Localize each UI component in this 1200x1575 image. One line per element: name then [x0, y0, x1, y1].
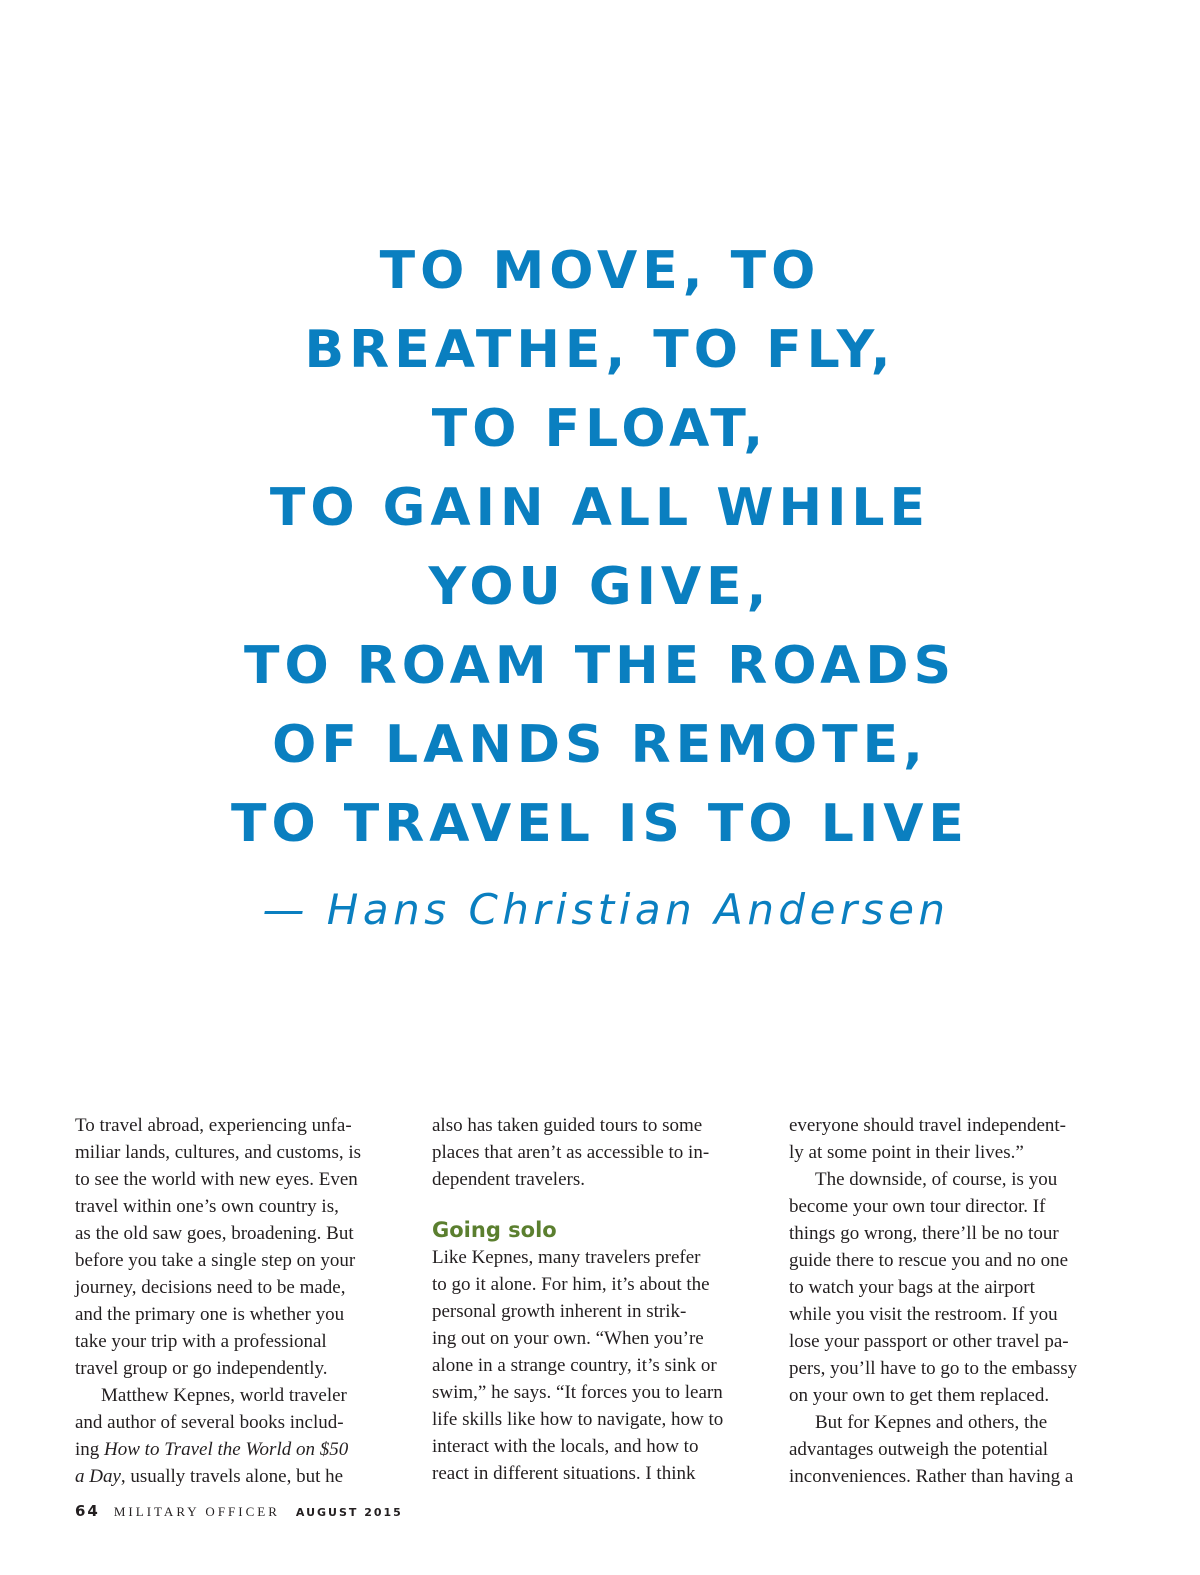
quote-line: TO ROAM THE ROADS: [243, 636, 957, 696]
page-footer: [75, 1502, 403, 1526]
text-line: take your trip with a professional: [75, 1331, 327, 1352]
text-line: things go wrong, there’ll be no tour: [789, 1223, 1059, 1244]
text-line: But for Kepnes and others, the: [815, 1412, 1048, 1433]
quote-attribution: — Hans Christian Andersen: [262, 885, 950, 934]
text-line: life skills like how to navigate, how to: [432, 1409, 724, 1430]
magazine-name: MILITARY OFFICER: [113, 1504, 280, 1519]
text-line: pers, you’ll have to go to the embassy: [789, 1358, 1078, 1379]
issue-date: AUGUST 2015: [295, 1506, 403, 1519]
text-line: to go it alone. For him, it’s about the: [432, 1274, 710, 1295]
text-line: Matthew Kepnes, world traveler: [101, 1385, 347, 1406]
text-line: journey, decisions need to be made,: [75, 1277, 346, 1298]
text-line: [75, 1463, 420, 1490]
text-fragment: ing: [75, 1439, 105, 1460]
text-line: ly at some point in their lives.”: [789, 1142, 1024, 1163]
text-line: interact with the locals, and how to: [432, 1436, 699, 1457]
text-line: and author of several books includ-: [75, 1412, 344, 1433]
quote-line: TO TRAVEL IS TO LIVE: [231, 794, 969, 854]
text-line: and the primary one is whether you: [75, 1304, 345, 1325]
text-line: advantages outweigh the potential: [789, 1439, 1049, 1460]
pull-quote: [0, 232, 1200, 940]
text-line: to see the world with new eyes. Even: [75, 1169, 358, 1190]
text-line: The downside, of course, is you: [815, 1169, 1058, 1190]
text-line: while you visit the restroom. If you: [789, 1304, 1058, 1325]
book-title: How to Travel the World on $50: [104, 1439, 349, 1460]
text-line: become your own tour director. If: [789, 1196, 1046, 1217]
text-line: miliar lands, cultures, and customs, is: [75, 1142, 362, 1163]
text-line: before you take a single step on your: [75, 1250, 356, 1271]
text-line: alone in a strange country, it’s sink or: [432, 1355, 717, 1376]
text-line: as the old saw goes, broadening. But: [75, 1223, 354, 1244]
text-line: react in different situations. I think: [432, 1463, 696, 1484]
text-line: To travel abroad, experiencing unfa-: [75, 1115, 352, 1136]
article-column-1: [75, 1112, 420, 1490]
quote-line: TO GAIN ALL WHILE: [269, 478, 931, 538]
book-title: a Day: [75, 1466, 121, 1487]
text-line: travel group or go independently.: [75, 1358, 328, 1379]
text-line: on your own to get them replaced.: [789, 1385, 1050, 1406]
text-line: places that aren’t as accessible to in-: [432, 1142, 710, 1163]
text-line: dependent travelers.: [432, 1169, 585, 1190]
text-line: swim,” he says. “It forces you to learn: [432, 1382, 723, 1403]
quote-line: BREATHE, TO FLY,: [304, 320, 896, 380]
text-line: personal growth inherent in strik-: [432, 1301, 687, 1322]
quote-line: TO FLOAT,: [431, 399, 769, 459]
quote-line: TO MOVE, TO: [379, 241, 821, 301]
quote-line: YOU GIVE,: [428, 557, 772, 617]
text-line: Like Kepnes, many travelers prefer: [432, 1247, 701, 1268]
article-column-2: [432, 1112, 777, 1487]
text-line: [75, 1436, 420, 1463]
text-line: also has taken guided tours to some: [432, 1115, 703, 1136]
text-line: to watch your bags at the airport: [789, 1277, 1035, 1298]
quote-line: OF LANDS REMOTE,: [272, 715, 928, 775]
text-line: everyone should travel independent-: [789, 1115, 1066, 1136]
text-fragment: , usually travels alone, but he: [120, 1466, 344, 1487]
page-number: 64: [75, 1502, 100, 1520]
text-line: ing out on your own. “When you’re: [432, 1328, 704, 1349]
text-line: travel within one’s own country is,: [75, 1196, 339, 1217]
text-line: lose your passport or other travel pa-: [789, 1331, 1069, 1352]
section-subhead: Going solo: [432, 1218, 557, 1242]
text-line: inconveniences. Rather than having a: [789, 1466, 1074, 1487]
text-line: guide there to rescue you and no one: [789, 1250, 1069, 1271]
article-column-3: [789, 1112, 1134, 1490]
